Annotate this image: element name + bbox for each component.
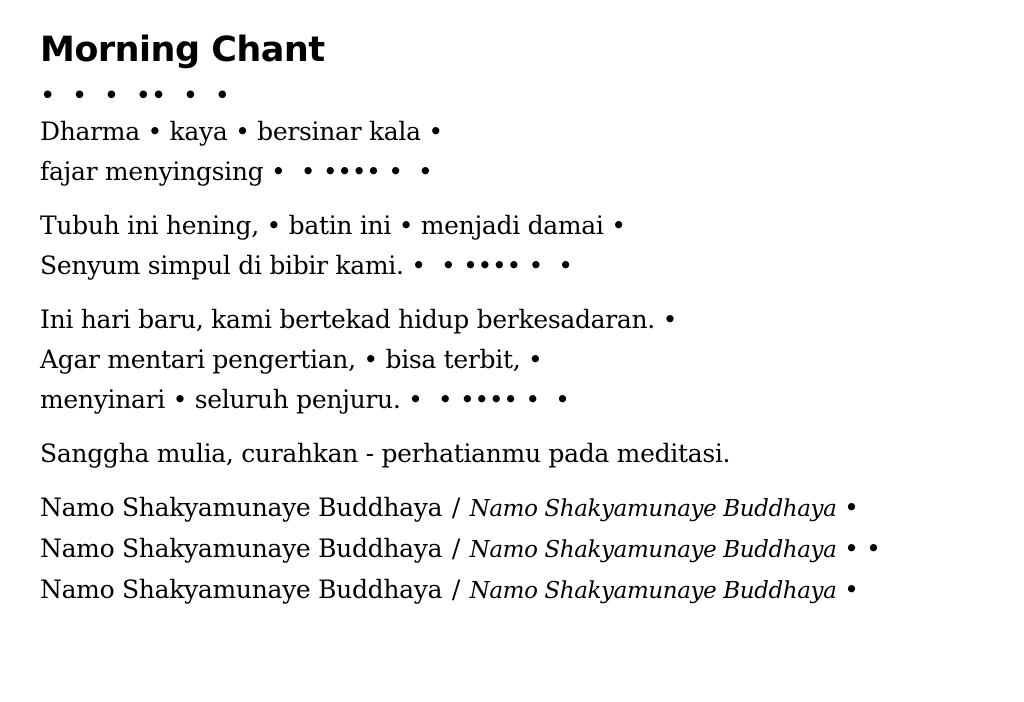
chant-line: fajar menyingsing • • •••• • • [40, 157, 433, 186]
namo-line [40, 529, 1000, 570]
stanza-4 [40, 434, 1000, 474]
chant-line: Sanggha mulia, curahkan - perhatianmu pada meditasi. [40, 439, 731, 468]
chant-line: Senyum simpul di bibir kami. • • •••• • • [40, 251, 573, 280]
namo-stanza [40, 488, 1000, 611]
namo-separator: / [451, 534, 460, 563]
chant-line: Ini hari baru, kami bertekad hidup berkesadaran. • [40, 305, 678, 334]
chant-line: Agar mentari pengertian, • bisa terbit, • [40, 345, 543, 374]
namo-echo: Namo Shakyamunaye Buddhaya [469, 578, 837, 604]
namo-line [40, 570, 1000, 611]
namo-bells: • • [844, 534, 881, 563]
namo-line [40, 488, 1000, 529]
namo-bells: • [844, 575, 859, 604]
stanza-2 [40, 206, 1000, 286]
chant-line: menyinari • seluruh penjuru. • • •••• • • [40, 385, 570, 414]
namo-separator: / [451, 575, 460, 604]
chant-line: Tubuh ini hening, • batin ini • menjadi damai • [40, 211, 626, 240]
stanza-3 [40, 300, 1000, 420]
namo-bells: • [844, 493, 859, 522]
chant-page [40, 26, 1000, 625]
namo-separator: / [451, 493, 460, 522]
namo-main: Namo Shakyamunaye Buddhaya [40, 575, 443, 604]
chant-line: Dharma • kaya • bersinar kala • [40, 117, 443, 146]
namo-main: Namo Shakyamunaye Buddhaya [40, 534, 443, 563]
namo-echo: Namo Shakyamunaye Buddhaya [469, 496, 837, 522]
namo-echo: Namo Shakyamunaye Buddhaya [469, 537, 837, 563]
intro-bells: • • • •• • • [40, 81, 230, 111]
page-title: Morning Chant [40, 30, 325, 70]
namo-main: Namo Shakyamunaye Buddhaya [40, 493, 443, 522]
stanza-1 [40, 112, 1000, 192]
